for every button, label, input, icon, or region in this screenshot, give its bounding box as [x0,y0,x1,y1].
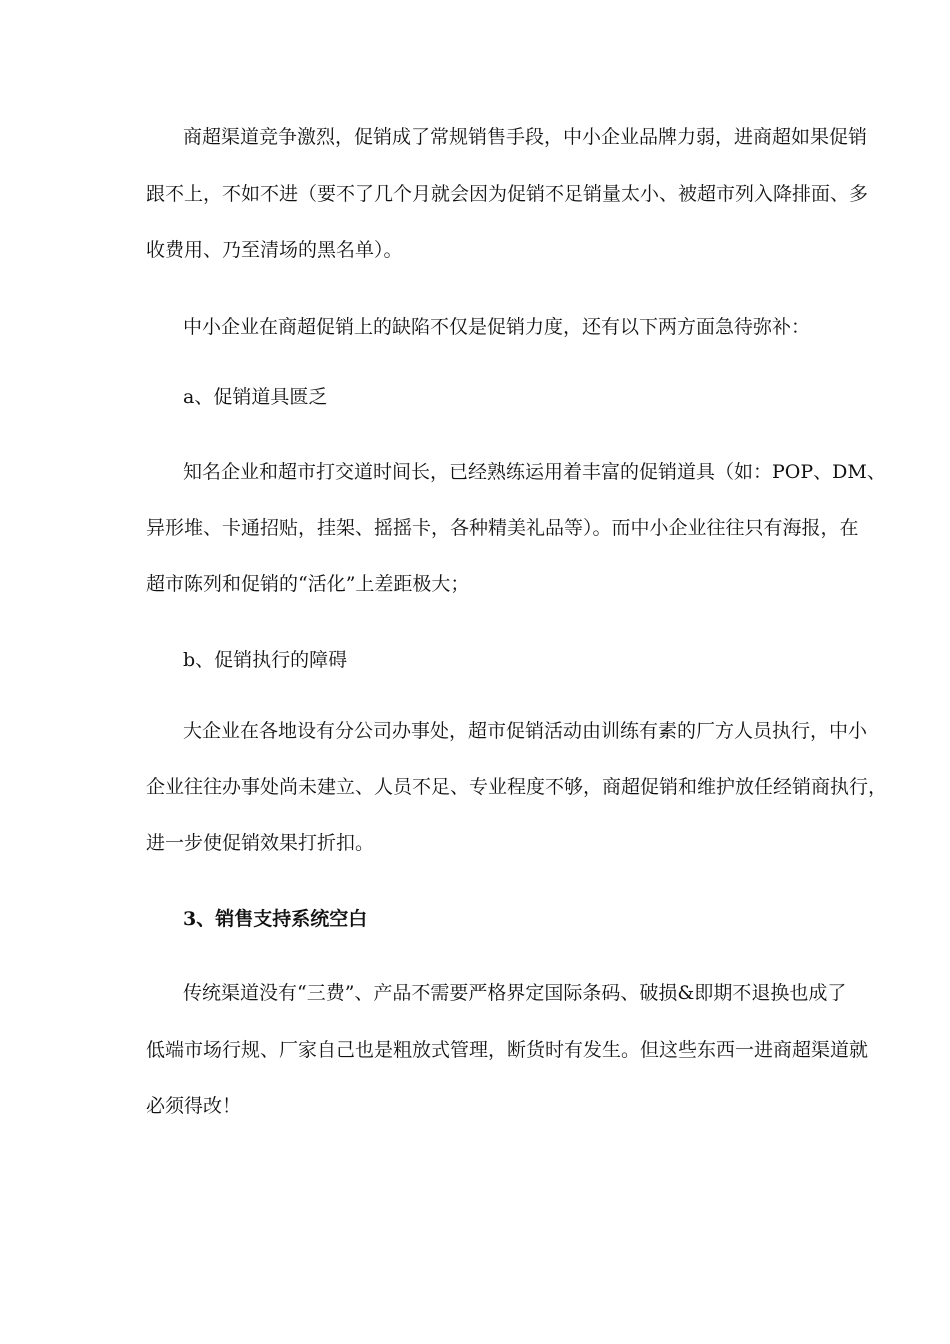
item-b-body-line-1: 大企业在各地设有分公司办事处，超市促销活动由训练有素的厂方人员执行，中小 [183,720,868,742]
item-a-title: a、促销道具匮乏 [183,386,328,408]
section-3-body-line-2: 低端市场行规、厂家自己也是粗放式管理，断货时有发生。但这些东西一进商超渠道就 [146,1039,869,1061]
section-3-body-line-1: 传统渠道没有“三费”、产品不需要严格界定国际条码、破损&即期不退换也成了 [183,982,847,1004]
paragraph-defects: 中小企业在商超促销上的缺陷不仅是促销力度，还有以下两方面急待弥补： [183,316,811,338]
paragraph-intro-line-2: 跟不上，不如不进（要不了几个月就会因为促销不足销量太小、被超市列入降排面、多 [146,183,869,205]
paragraph-intro-line-3: 收费用、乃至清场的黑名单）。 [146,239,403,261]
section-3-body-line-3: 必须得改！ [146,1095,242,1117]
item-a-body-line-2: 异形堆、卡通招贴，挂架、摇摇卡，各种精美礼品等）。而中小企业往往只有海报，在 [146,517,859,539]
item-a-body-line-1: 知名企业和超市打交道时间长，已经熟练运用着丰富的促销道具（如：POP、DM、 [183,461,886,483]
item-a-body-line-3: 超市陈列和促销的“活化”上差距极大； [146,573,470,595]
item-b-body-line-2: 企业往往办事处尚未建立、人员不足、专业程度不够，商超促销和维护放任经销商执行， [146,776,888,798]
section-3-heading: 3、销售支持系统空白 [183,908,368,930]
paragraph-intro-line-1: 商超渠道竞争激烈，促销成了常规销售手段，中小企业品牌力弱，进商超如果促销 [183,126,868,148]
item-b-title: b、促销执行的障碍 [183,649,348,671]
item-b-body-line-3: 进一步使促销效果打折扣。 [146,832,375,854]
